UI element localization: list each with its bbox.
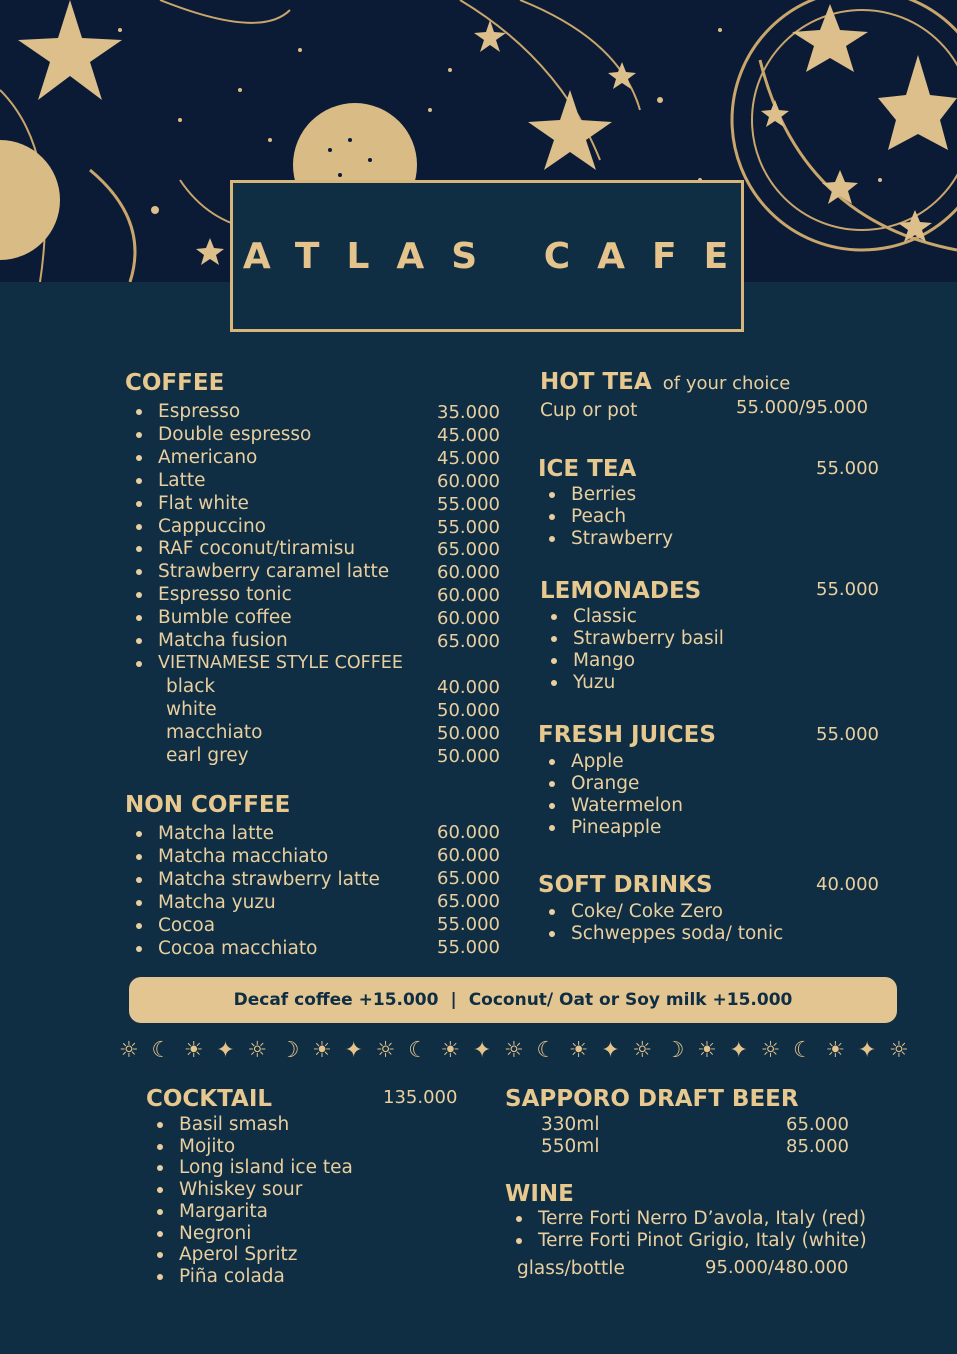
divider-symbol-icon: ☼ xyxy=(888,1037,909,1063)
beer-size: 330ml xyxy=(541,1114,600,1135)
coffee-item-price: 60.000 xyxy=(437,470,500,492)
divider-symbol-icon: ☀ xyxy=(697,1037,717,1063)
ice-tea-price: 55.000 xyxy=(816,458,879,479)
cocktail-section xyxy=(146,1086,272,1112)
ice-tea-heading: ICE TEA xyxy=(538,456,637,482)
cocktail-item: Mojito xyxy=(179,1135,236,1157)
wine-heading: WINE xyxy=(505,1181,574,1207)
divider-symbol-icon: ✦ xyxy=(857,1037,877,1063)
vietnamese-coffee-name: black xyxy=(166,676,216,697)
vietnamese-coffee-price: 50.000 xyxy=(437,700,500,721)
coffee-item-name: Cappuccino xyxy=(158,515,266,537)
soft-drink-item: Schweppes soda/ tonic xyxy=(571,923,784,944)
extras-banner xyxy=(129,977,897,1023)
cocktail-price: 135.000 xyxy=(383,1087,458,1108)
divider-symbol-icon: ☀ xyxy=(312,1037,332,1063)
beer-price: 65.000 xyxy=(786,1114,849,1135)
cocktail-item: Negroni xyxy=(179,1222,252,1244)
coffee-item-name: Bumble coffee xyxy=(158,607,292,629)
divider-symbol-icon: ☼ xyxy=(632,1037,653,1063)
juice-item: Pineapple xyxy=(571,817,662,838)
beer-section xyxy=(505,1086,799,1112)
beer-size: 550ml xyxy=(541,1136,600,1157)
coffee-item-price: 45.000 xyxy=(437,424,500,446)
title-box xyxy=(230,180,756,332)
coffee-item-name: Matcha fusion xyxy=(158,630,288,651)
divider-symbol-icon: ☀ xyxy=(568,1037,589,1063)
coffee-heading: COFFEE xyxy=(125,370,225,396)
divider-symbol-icon: ☾ xyxy=(151,1037,172,1063)
hot-tea-line: Cup or pot xyxy=(540,400,638,421)
cocktail-item: Margarita xyxy=(179,1200,268,1222)
wine-item: Terre Forti Pinot Grigio, Italy (white) xyxy=(538,1230,867,1251)
beer-heading: SAPPORO DRAFT BEER xyxy=(505,1086,799,1112)
divider-symbol-icon: ☾ xyxy=(793,1037,813,1063)
wine-section xyxy=(505,1181,574,1207)
wine-price: 95.000/480.000 xyxy=(705,1257,849,1278)
cocktail-item: Piña colada xyxy=(179,1265,285,1287)
non-coffee-item-price: 60.000 xyxy=(437,845,500,866)
ice-tea-item: Strawberry xyxy=(571,528,674,549)
divider-symbol-icon: ☼ xyxy=(119,1037,139,1063)
hot-tea-price: 55.000/95.000 xyxy=(736,397,869,418)
cocktail-item: Basil smash xyxy=(179,1114,290,1135)
hot-tea-section xyxy=(540,369,790,395)
non-coffee-item-price: 65.000 xyxy=(437,868,500,889)
lemonade-item: Yuzu xyxy=(573,672,616,693)
lemonades-price: 55.000 xyxy=(816,579,879,600)
coffee-item-name: Espresso xyxy=(158,401,241,422)
coffee-item-name: Strawberry caramel latte xyxy=(158,561,390,583)
cocktail-item: Aperol Spritz xyxy=(179,1244,298,1266)
non-coffee-item-name: Cocoa macchiato xyxy=(158,938,318,959)
divider-symbol-icon: ☽ xyxy=(664,1037,685,1063)
celestial-divider xyxy=(119,1036,909,1064)
divider-symbol-icon: ☼ xyxy=(375,1037,396,1063)
non-coffee-item-price: 55.000 xyxy=(437,937,500,958)
lemonades-section xyxy=(540,578,701,604)
coffee-section xyxy=(125,370,224,396)
non-coffee-item-price: 55.000 xyxy=(437,914,500,935)
beer-price: 85.000 xyxy=(786,1136,849,1157)
cocktail-heading: COCKTAIL xyxy=(146,1086,273,1112)
coffee-item-price: 65.000 xyxy=(437,539,500,561)
vietnamese-coffee-price: 40.000 xyxy=(437,677,500,698)
hot-tea-heading: HOT TEA xyxy=(540,369,652,395)
decaf-extra: Decaf coffee +15.000 xyxy=(233,990,439,1010)
coffee-item-name: Latte xyxy=(158,469,206,491)
soft-drinks-heading: SOFT DRINKS xyxy=(538,872,713,898)
cocktail-item: Whiskey sour xyxy=(179,1179,303,1201)
divider-symbol-icon: ✦ xyxy=(601,1037,620,1063)
coffee-item-name: Double espresso xyxy=(158,423,312,445)
ice-tea-item: Berries xyxy=(571,484,637,505)
ice-tea-section xyxy=(538,456,636,482)
non-coffee-item-name: Matcha macchiato xyxy=(158,846,329,867)
coffee-item-price: 60.000 xyxy=(437,608,500,630)
divider-symbol-icon: ☀ xyxy=(183,1037,204,1063)
non-coffee-section xyxy=(125,792,290,818)
cafe-title: ATLAS CAFE xyxy=(242,235,756,277)
divider-symbol-icon: ☼ xyxy=(247,1037,268,1063)
wine-unit: glass/bottle xyxy=(517,1258,625,1279)
hot-tea-subtitle: of your choice xyxy=(662,373,791,394)
divider-symbol-icon: ☾ xyxy=(536,1037,557,1063)
milk-extra: Coconut/ Oat or Soy milk +15.000 xyxy=(468,990,793,1010)
coffee-item-price: 65.000 xyxy=(437,631,500,652)
vietnamese-coffee-name: macchiato xyxy=(166,722,263,743)
coffee-item-name: Flat white xyxy=(158,492,249,514)
fresh-juices-section xyxy=(538,722,716,748)
non-coffee-item-name: Matcha strawberry latte xyxy=(158,869,380,890)
vietnamese-coffee-price: 50.000 xyxy=(437,723,500,744)
vietnamese-coffee-price: 50.000 xyxy=(437,746,500,767)
divider-symbol-icon: ☼ xyxy=(760,1037,781,1063)
divider-symbol-icon: ✦ xyxy=(216,1037,235,1063)
non-coffee-heading: NON COFFEE xyxy=(125,792,291,818)
divider-symbol-icon: ✦ xyxy=(344,1037,363,1063)
coffee-item-name: RAF coconut/tiramisu xyxy=(158,538,356,560)
divider-symbol-icon: ☽ xyxy=(279,1037,300,1063)
juice-item: Apple xyxy=(571,751,624,772)
juice-item: Watermelon xyxy=(571,795,683,816)
vietnamese-coffee-name: white xyxy=(166,699,217,720)
fresh-juices-price: 55.000 xyxy=(816,724,879,745)
non-coffee-item-price: 65.000 xyxy=(437,891,500,912)
coffee-item-name: Espresso tonic xyxy=(158,584,292,606)
divider-symbol-icon: ✦ xyxy=(472,1037,492,1063)
soft-drink-item: Coke/ Coke Zero xyxy=(571,901,723,922)
cocktail-item: Long island ice tea xyxy=(179,1157,353,1179)
lemonade-item: Strawberry basil xyxy=(573,628,724,649)
coffee-item-price: 45.000 xyxy=(437,447,500,469)
vietnamese-coffee-name: earl grey xyxy=(166,745,249,766)
soft-drinks-price: 40.000 xyxy=(816,874,879,895)
lemonades-heading: LEMONADES xyxy=(540,578,702,604)
divider-symbol-icon: ☀ xyxy=(825,1037,846,1063)
divider-symbol-icon: ☾ xyxy=(408,1037,428,1063)
soft-drinks-section xyxy=(538,872,713,898)
divider-symbol-icon: ✦ xyxy=(729,1037,748,1063)
non-coffee-item-name: Matcha latte xyxy=(158,823,275,844)
coffee-item-price: 60.000 xyxy=(437,585,500,607)
coffee-item-price: 35.000 xyxy=(437,402,500,423)
divider-symbol-icon: ☀ xyxy=(440,1037,461,1063)
wine-item: Terre Forti Nerro D’avola, Italy (red) xyxy=(538,1208,867,1229)
coffee-item-price: 55.000 xyxy=(437,516,500,538)
lemonade-item: Mango xyxy=(573,650,636,671)
juice-item: Orange xyxy=(571,773,640,794)
coffee-item-name: Americano xyxy=(158,446,258,468)
non-coffee-item-name: Cocoa xyxy=(158,915,216,936)
extras-separator: | xyxy=(450,990,457,1010)
non-coffee-item-name: Matcha yuzu xyxy=(158,892,276,913)
fresh-juices-heading: FRESH JUICES xyxy=(538,722,716,748)
divider-symbol-icon: ☼ xyxy=(503,1037,524,1063)
coffee-item-price: 60.000 xyxy=(437,562,500,584)
non-coffee-item-price: 60.000 xyxy=(437,822,500,843)
coffee-item-name: VIETNAMESE STYLE COFFEE xyxy=(158,652,403,673)
lemonade-item: Classic xyxy=(573,606,637,627)
coffee-item-price: 55.000 xyxy=(437,493,500,515)
ice-tea-item: Peach xyxy=(571,506,627,527)
